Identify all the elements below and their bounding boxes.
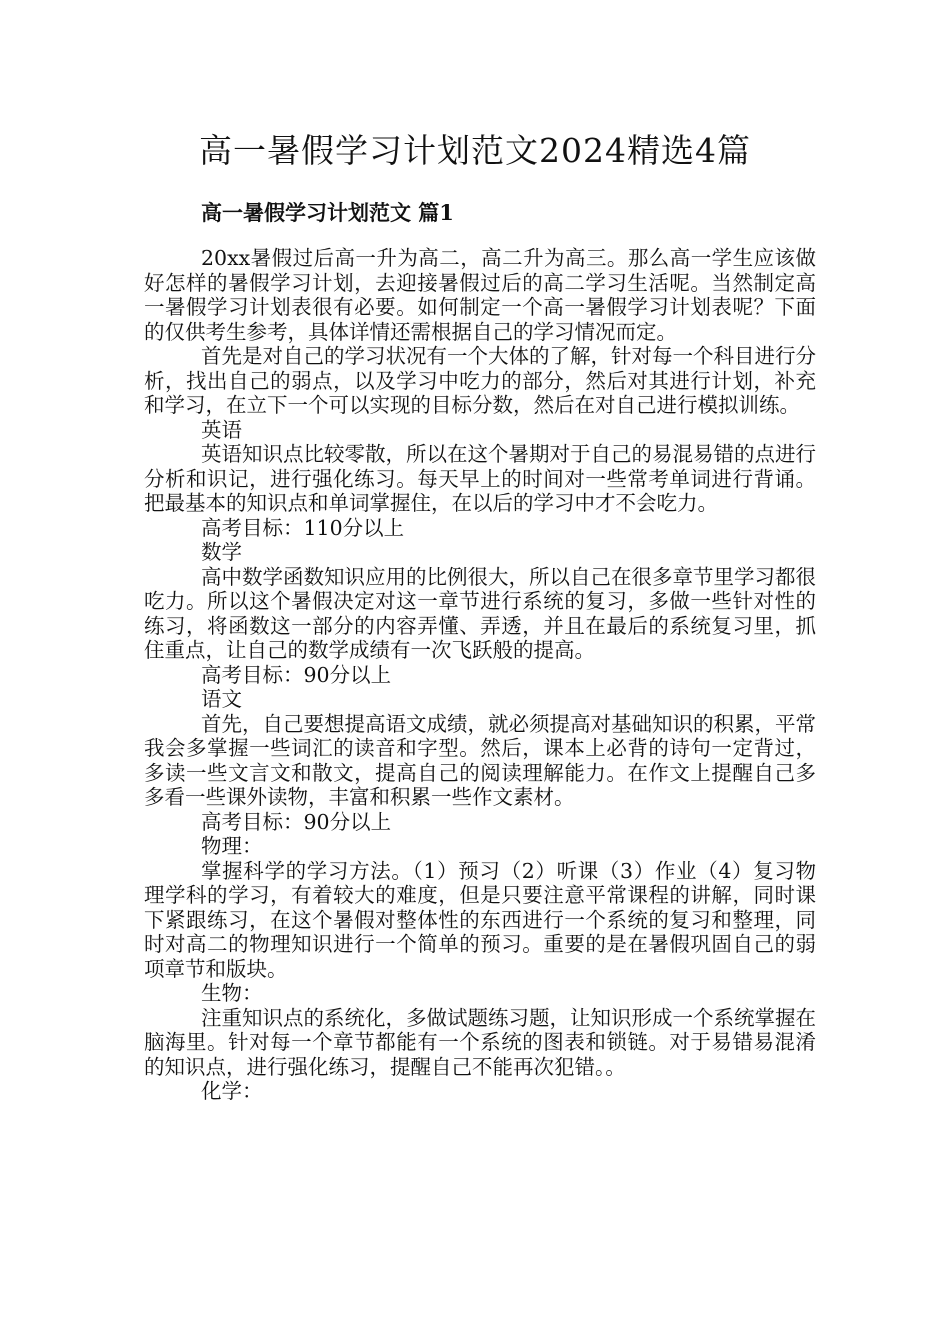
math-paragraph: 高中数学函数知识应用的比例很大，所以自己在很多章节里学习都很吃力。所以这个暑假决定对这一章节进行系统的复习，多做一些针对性的练习，将函数这一部分的内容弄懂、弄透，并且在最后的系统复习里，抓住重点，让自己的数学成绩有一次飞跃般的提高。 xyxy=(144,564,816,662)
subject-heading-english: 英语 xyxy=(201,417,242,442)
section-heading: 高一暑假学习计划范文 篇1 xyxy=(201,200,454,225)
intro-paragraph: 20xx暑假过后高一升为高二，高二升为高三。那么高一学生应该做好怎样的暑假学习计划，去迎接暑假过后的高二学习生活呢。当然制定高一暑假学习计划表很有必要。如何制定一个高一暑假学习计划表呢？下面的仅供考生参考，具体详情还需根据自己的学习情况而定。 xyxy=(144,246,816,344)
english-target: 高考目标：110分以上 xyxy=(201,515,405,540)
chinese-paragraph: 首先，自己要想提高语文成绩，就必须提高对基础知识的积累，平常我会多掌握一些词汇的读音和字型。然后，课本上必背的诗句一定背过，多读一些文言文和散文，提高自己的阅读理解能力。在作文上提醒自己多多看一些课外读物，丰富和积累一些作文素材。 xyxy=(144,711,816,809)
subject-heading-chemistry: 化学： xyxy=(201,1079,263,1103)
overview-paragraph: 首先是对自己的学习状况有一个大体的了解，针对每一个科目进行分析，找出自己的弱点，以及学习中吃力的部分，然后对其进行计划，补充和学习，在立下一个可以实现的目标分数，然后在对自己进行模拟训练。 xyxy=(144,344,816,417)
chinese-target: 高考目标：90分以上 xyxy=(201,809,392,834)
document-title: 高一暑假学习计划范文2024精选4篇 xyxy=(199,131,751,170)
math-target: 高考目标：90分以上 xyxy=(201,662,392,687)
subject-heading-physics: 物理： xyxy=(201,834,263,858)
subject-heading-math: 数学 xyxy=(201,540,242,564)
document-body xyxy=(144,246,816,1104)
physics-paragraph: 掌握科学的学习方法。（1）预习（2）听课（3）作业（4）复习物理学科的学习，有着较大的难度，但是只要注意平常课程的讲解，同时课下紧跟练习，在这个暑假对整体性的东西进行一个系统的复习和整理，同时对高二的物理知识进行一个简单的预习。重要的是在暑假巩固自己的弱项章节和版块。 xyxy=(144,858,816,981)
subject-heading-chinese: 语文 xyxy=(201,687,242,711)
biology-paragraph: 注重知识点的系统化，多做试题练习题，让知识形成一个系统掌握在脑海里。针对每一个章节都能有一个系统的图表和锁链。对于易错易混淆的知识点，进行强化练习，提醒自己不能再次犯错。。 xyxy=(144,1005,816,1079)
english-paragraph: 英语知识点比较零散，所以在这个暑期对于自己的易混易错的点进行分析和识记，进行强化练习。每天早上的时间对一些常考单词进行背诵。把最基本的知识点和单词掌握住，在以后的学习中才不会吃力。 xyxy=(144,442,816,515)
subject-heading-biology: 生物： xyxy=(201,981,263,1005)
